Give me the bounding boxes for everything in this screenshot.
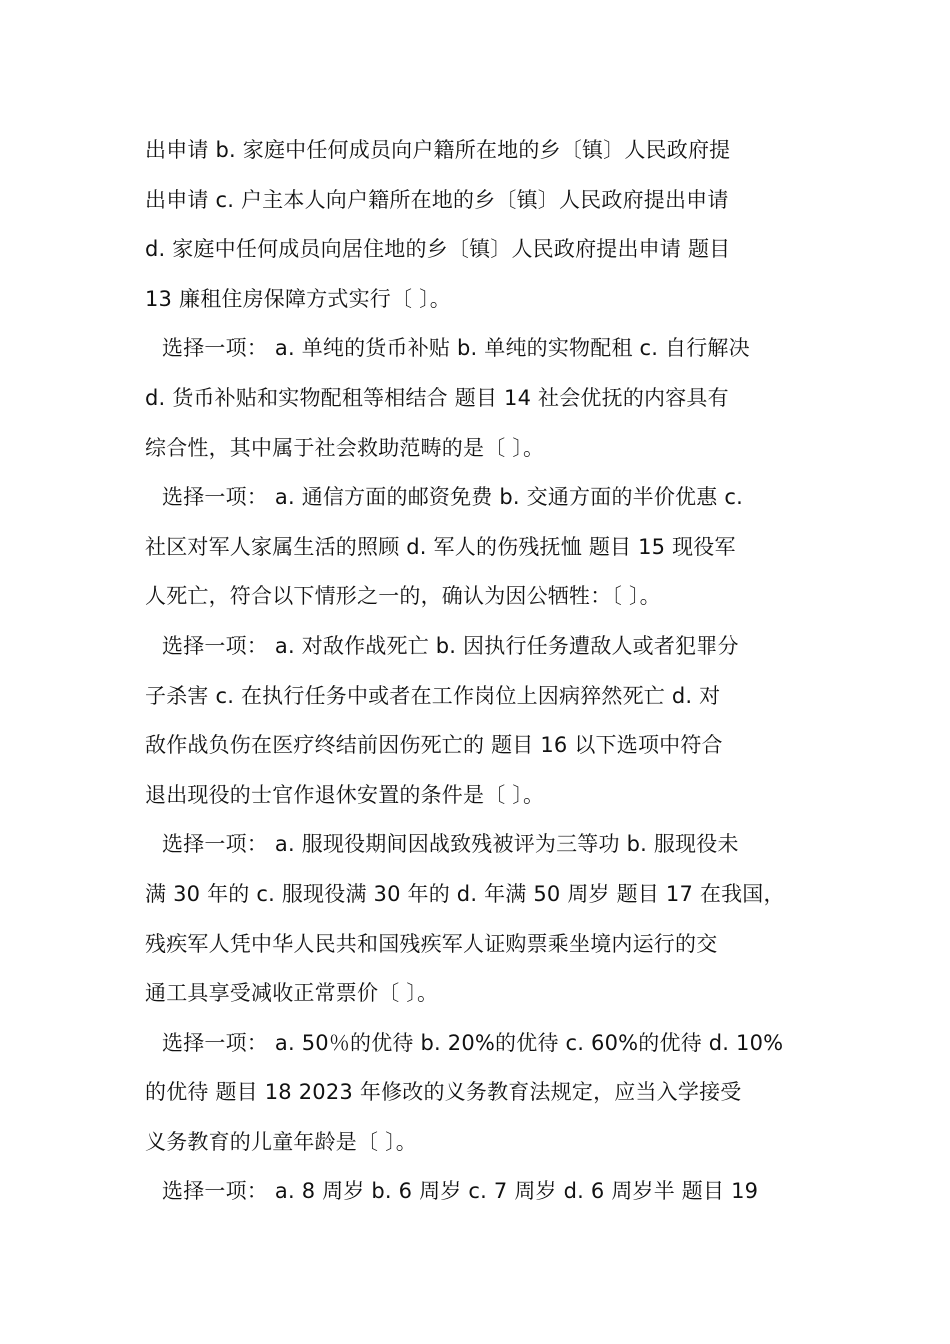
text-line: 社区对军人家属生活的照顾 d. 军人的伤残抚恤 题目 15 现役军 bbox=[145, 534, 736, 559]
text-line: 出申请 b. 家庭中任何成员向户籍所在地的乡〔镇〕人民政府提 bbox=[145, 138, 731, 162]
text-line: 义务教育的儿童年龄是〔 〕。 bbox=[145, 1129, 417, 1154]
text-line: 13 廉租住房保障方式实行〔 〕。 bbox=[145, 286, 451, 311]
text-line: 选择一项： a. 通信方面的邮资免费 b. 交通方面的半价优惠 c. bbox=[162, 485, 743, 510]
text-line: 出申请 c. 户主本人向户籍所在地的乡〔镇〕人民政府提出申请 bbox=[145, 187, 729, 212]
text-line: 满 30 年的 c. 服现役满 30 年的 d. 年满 50 周岁 题目 17 在我国， bbox=[145, 881, 785, 906]
text-line: 选择一项： a. 8 周岁 b. 6 周岁 c. 7 周岁 d. 6 周岁半 题目 19 bbox=[162, 1179, 759, 1204]
text-line: 敌作战负伤在医疗终结前因伤死亡的 题目 16 以下选项中符合 bbox=[145, 733, 723, 758]
text-line: d. 货币补贴和实物配租等相结合 题目 14 社会优抚的内容具有 bbox=[145, 385, 729, 410]
text-line: 的优待 题目 18 2023 年修改的义务教育法规定，应当入学接受 bbox=[145, 1080, 742, 1105]
text-line: 退出现役的士官作退休安置的条件是〔 〕。 bbox=[145, 782, 545, 807]
text-line: 残疾军人凭中华人民共和国残疾军人证购票乘坐境内运行的交 bbox=[145, 931, 718, 956]
text-line: d. 家庭中任何成员向居住地的乡〔镇〕人民政府提出申请 题目 bbox=[145, 237, 731, 262]
text-line: 子杀害 c. 在执行任务中或者在工作岗位上因病猝然死亡 d. 对 bbox=[145, 683, 721, 708]
text-line: 通工具享受减收正常票价〔 〕。 bbox=[145, 981, 439, 1006]
text-line: 选择一项： a. 服现役期间因战致残被评为三等功 b. 服现役未 bbox=[162, 832, 739, 857]
text-line: 人死亡，符合以下情形之一的，确认为因公牺牲：〔 〕。 bbox=[145, 584, 661, 609]
text-line: 选择一项： a. 50％的优待 b. 20%的优待 c. 60%的优待 d. 10% bbox=[162, 1030, 784, 1055]
text-line: 综合性，其中属于社会救助范畴的是〔 〕。 bbox=[145, 435, 545, 460]
document-body bbox=[145, 126, 815, 1217]
text-line: 选择一项： a. 单纯的货币补贴 b. 单纯的实物配租 c. 自行解决 bbox=[162, 336, 750, 361]
text-line: 选择一项： a. 对敌作战死亡 b. 因执行任务遭敌人或者犯罪分 bbox=[162, 633, 739, 658]
